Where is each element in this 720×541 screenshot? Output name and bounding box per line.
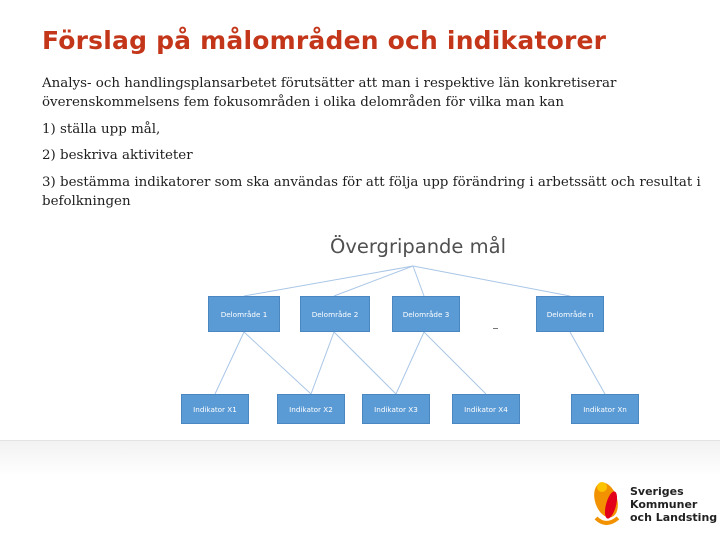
connector-area1-ind1	[215, 332, 244, 394]
connector-arean-indn	[570, 332, 605, 394]
connector-area3-ind4	[424, 332, 486, 394]
connector-area2-ind3	[334, 332, 396, 394]
indicator-box-x3: Indikator X3	[362, 394, 430, 424]
connector-title-area-3	[413, 266, 424, 296]
logo-line-3: och Landsting	[630, 511, 718, 524]
list-item-goals: 1) ställa upp mål,	[42, 121, 161, 137]
indicator-box-xn: Indikator Xn	[571, 394, 639, 424]
connector-title-area-1	[244, 266, 413, 296]
indicator-box-x2: Indikator X2	[277, 394, 345, 424]
list-item-activities: 2) beskriva aktiviteter	[42, 148, 193, 164]
diagram-title: Övergripande mål	[330, 235, 506, 258]
slide-body	[42, 74, 702, 212]
area-box-1: Delområde 1	[208, 296, 280, 332]
slide-title: Förslag på målområden och indikatorer	[42, 26, 607, 55]
area-box-2: Delområde 2	[300, 296, 370, 332]
connector-area1-ind2	[244, 332, 311, 394]
list-item-indicators: 3) bestämma indikatorer som ska användas för att följa upp förändring i arbetssätt och resultat i befolkningen	[42, 174, 701, 210]
connector-title-area-n	[413, 266, 570, 296]
intro-paragraph: Analys- och handlingsplansarbetet förutsätter att man i respektive län konkretiserar överenskommelsens fem fokusområden i olika delområden för vilka man kan	[42, 76, 617, 111]
logo-line-2: Kommuner	[630, 498, 698, 511]
connector-area2-ind2	[311, 332, 334, 394]
indicator-box-x4: Indikator X4	[452, 394, 520, 424]
area-box-3: Delområde 3	[392, 296, 460, 332]
ellipsis-mark	[493, 328, 498, 329]
connector-area3-ind3	[396, 332, 424, 394]
indicator-box-x1: Indikator X1	[181, 394, 249, 424]
skl-logo-text	[630, 485, 717, 524]
logo-line-1: Sveriges	[630, 485, 684, 498]
area-box-n: Delområde n	[536, 296, 604, 332]
connector-title-area-2	[334, 266, 413, 296]
